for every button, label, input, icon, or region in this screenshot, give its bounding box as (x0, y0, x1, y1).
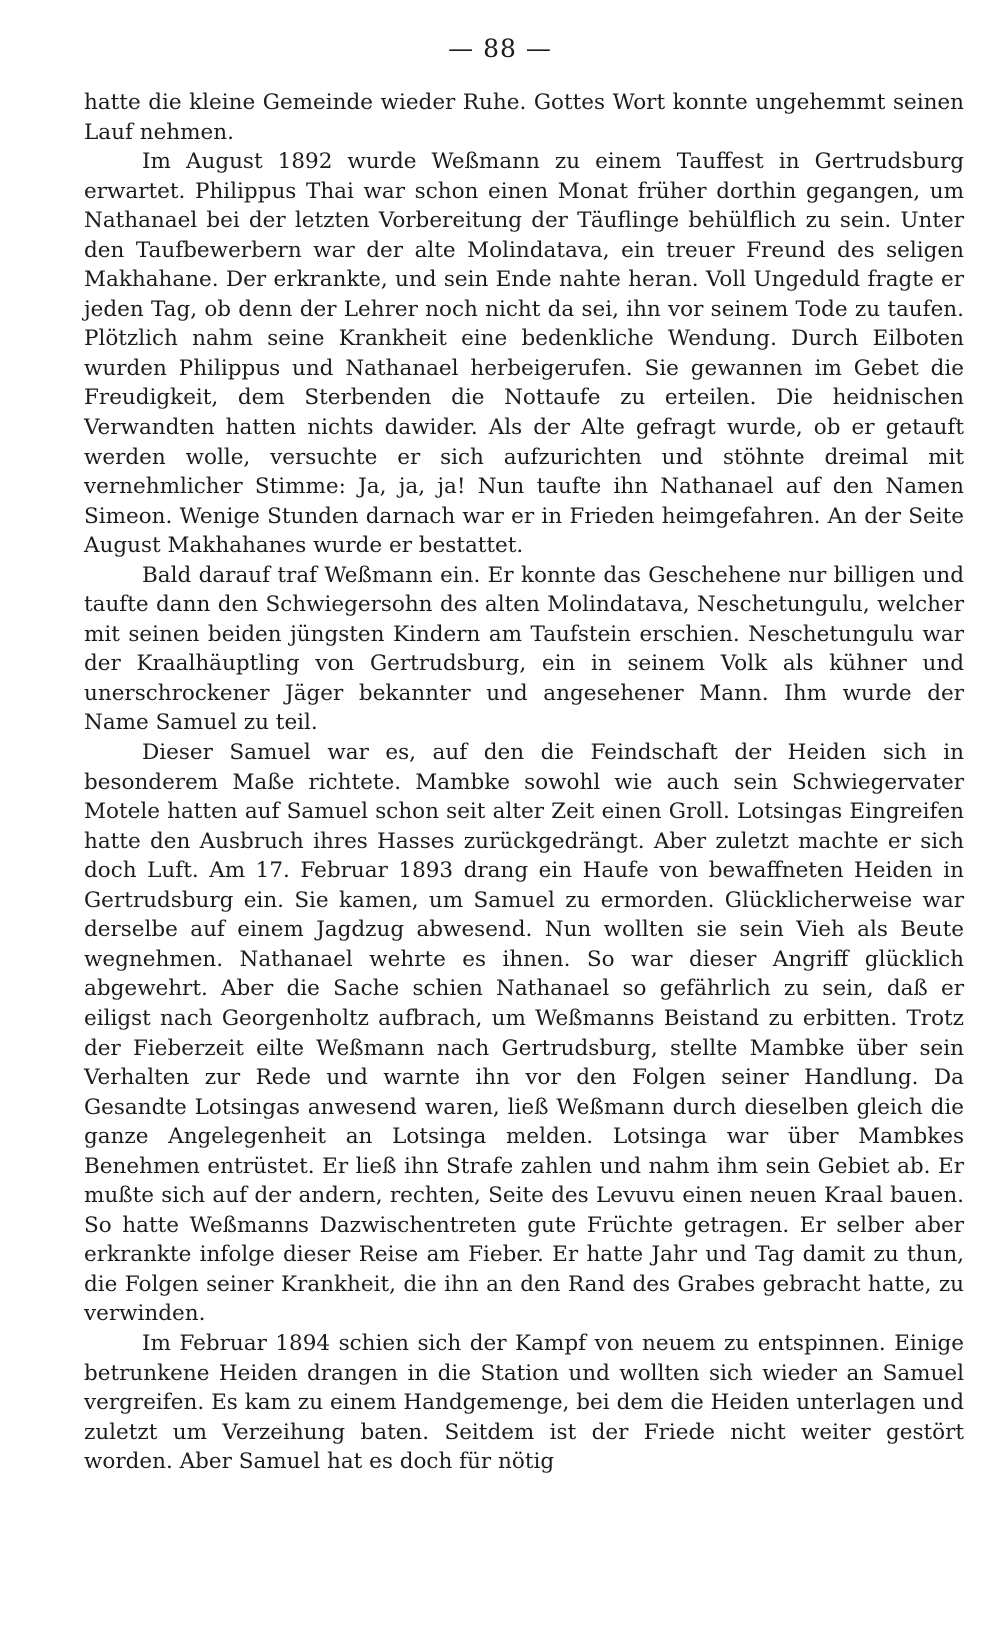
paragraph: Im August 1892 wurde Weßmann zu einem Tauffest in Gertrudsburg erwartet. Philippus Thai war schon einen Monat früher dorthin gegangen, um Nathanael bei der letzten Vorbereitung der Täuflinge behülflich zu sein. Unter den Taufbewerbern war der alte Molindatava, ein treuer Freund des seligen Makhahane. Der erkrankte, und sein Ende nahte heran. Voll Ungeduld fragte er jeden Tag, ob denn der Lehrer noch nicht da sei, ihn vor seinem Tode zu taufen. Plötzlich nahm seine Krankheit eine bedenkliche Wendung. Durch Eilboten wurden Philippus und Nathanael herbeigerufen. Sie gewannen im Gebet die Freudigkeit, dem Sterbenden die Nottaufe zu erteilen. Die heidnischen Verwandten hatten nichts dawider. Als der Alte gefragt wurde, ob er getauft werden wolle, versuchte er sich aufzurichten und stöhnte dreimal mit vernehmlicher Stimme: Ja, ja, ja! Nun taufte ihn Nathanael auf den Namen Simeon. Wenige Stunden darnach war er in Frieden heimgefahren. An der Seite August Makhahanes wurde er bestattet. (84, 149, 964, 559)
body-text (84, 88, 964, 1477)
paragraph: Bald darauf traf Weßmann ein. Er konnte das Geschehene nur billigen und taufte dann den Schwiegersohn des alten Molindatava, Neschetungulu, welcher mit seinen beiden jüngsten Kindern am Taufstein erschien. Neschetungulu war der Kraalhäuptling von Gertrudsburg, ein in seinem Volk als kühner und unerschrockener Jäger bekannter und angesehener Mann. Ihm wurde der Name Samuel zu teil. (84, 562, 964, 736)
paragraph: Dieser Samuel war es, auf den die Feindschaft der Heiden sich in besonderem Maße richtete. Mambke sowohl wie auch sein Schwiegervater Motele hatten auf Samuel schon seit alter Zeit einen Groll. Lotsingas Eingreifen hatte den Ausbruch ihres Hasses zurückgedrängt. Aber zuletzt machte er sich doch Luft. Am 17. Februar 1893 drang ein Haufe von bewaffneten Heiden in Gertrudsburg ein. Sie kamen, um Samuel zu ermorden. Glücklicherweise war derselbe auf einem Jagdzug abwesend. Nun wollten sie sein Vieh als Beute wegnehmen. Nathanael wehrte es ihnen. So war dieser Angriff glücklich abgewehrt. Aber die Sache schien Nathanael so gefährlich zu sein, daß er eiligst nach Georgenholtz aufbrach, um Weßmanns Beistand zu erbitten. Trotz der Fieberzeit eilte Weßmann nach Gertrudsburg, stellte Mambke über sein Verhalten zur Rede und warnte ihn vor den Folgen seiner Handlung. Da Gesandte Lotsingas anwesend waren, ließ Weßmann durch dieselben gleich die ganze Angelegenheit an Lotsinga melden. Lotsinga war über Mambkes Benehmen entrüstet. Er ließ ihn Strafe zahlen und nahm ihm sein Gebiet ab. Er mußte sich auf der andern, rechten, Seite des Levuvu einen neuen Kraal bauen. So hatte Weßmanns Dazwischentreten gute Früchte getragen. Er selber aber erkrankte infolge dieser Reise am Fieber. Er hatte Jahr und Tag damit zu thun, die Folgen seiner Krankheit, die ihn an den Rand des Grabes gebracht hatte, zu verwinden. (84, 740, 964, 1327)
paragraph: hatte die kleine Gemeinde wieder Ruhe. Gottes Wort konnte ungehemmt seinen Lauf nehmen. (84, 90, 964, 145)
paragraph: Im Februar 1894 schien sich der Kampf von neuem zu entspinnen. Einige betrunkene Heiden drangen in die Station und wollten sich wieder an Samuel vergreifen. Es kam zu einem Handgemenge, bei dem die Heiden unterlagen und zuletzt um Verzeihung baten. Seitdem ist der Friede nicht weiter gestört worden. Aber Samuel hat es doch für nötig (84, 1330, 964, 1475)
page-number: — 88 — (448, 34, 552, 63)
